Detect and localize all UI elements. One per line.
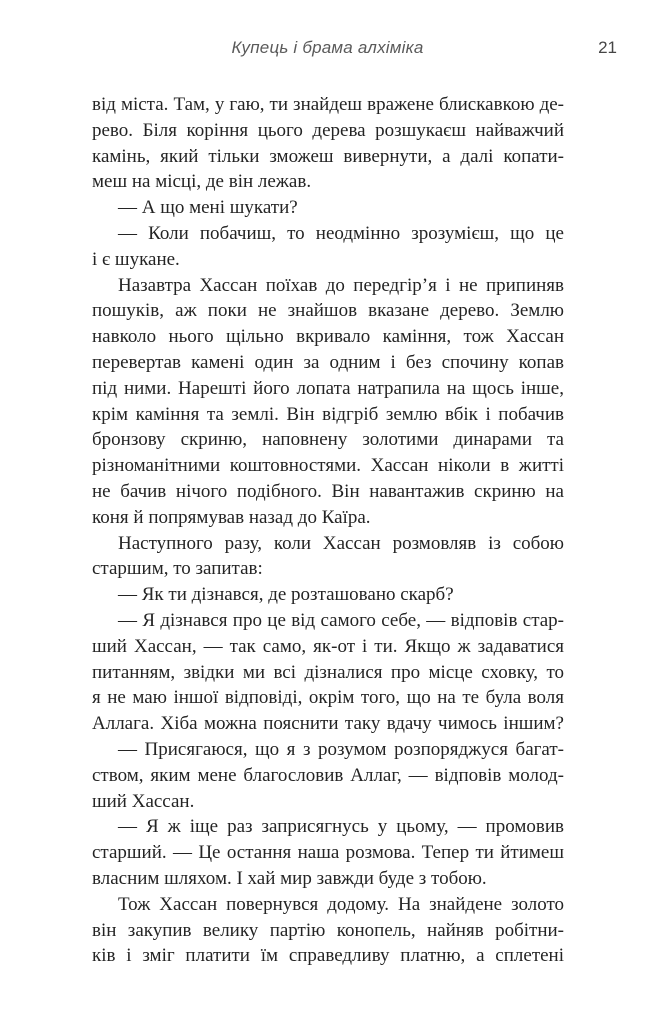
text-line: перевертав камені один за одним і без спочину копав — [92, 351, 564, 373]
text-line: — Як ти дізнався, де розташовано скарб? — [118, 584, 454, 606]
text-line: крім каміння та землі. Він відгріб землю вбік і побачив — [92, 403, 564, 425]
text-line: і є шукане. — [92, 248, 180, 270]
text-line: камінь, який тільки зможеш вивернути, а далі копати- — [92, 145, 564, 167]
text-line: Тож Хассан повернувся додому. На знайдене золото — [118, 893, 564, 915]
page-header — [0, 36, 655, 60]
text-line: меш на місці, де він лежав. — [92, 171, 312, 193]
page-number: 21 — [598, 38, 617, 57]
text-line: бронзову скриню, наповнену золотими динарами та — [92, 429, 564, 451]
text-line: пошуків, аж поки не знайшов вказане дерево. Землю — [92, 300, 564, 322]
text-line: навколо нього щільно вкривало каміння, тож Хассан — [92, 326, 564, 348]
text-line: Наступного разу, коли Хассан розмовляв із собою — [118, 532, 564, 554]
text-line: ків і зміг платити їм справедливу платню, а сплетені — [92, 945, 564, 967]
text-line: — Я ж іще раз заприсягнусь у цьому, — промовив — [118, 816, 564, 838]
text-line: рево. Біля коріння цього дерева розшукаєш найважчий — [92, 119, 564, 141]
text-line: — А що мені шукати? — [118, 197, 298, 219]
text-line: я не маю іншої відповіді, окрім того, що на те була воля — [92, 687, 564, 709]
text-line: коня й попрямував назад до Каїра. — [92, 506, 371, 528]
text-line: — Я дізнався про це від самого себе, — відповів стар- — [118, 609, 564, 631]
text-line: — Коли побачиш, то неодмінно зрозумієш, що це — [118, 222, 564, 244]
text-line: від міста. Там, у гаю, ти знайдеш вражене блискавкою де- — [92, 94, 564, 115]
text-line: старший. — Це остання наша розмова. Тепер ти йтимеш — [92, 842, 564, 864]
page-body-text — [92, 92, 564, 969]
text-line: питанням, звідки ми всі дізналися про місце сховку, то — [92, 661, 564, 683]
text-line: ший Хассан, — так само, як-от і ти. Якщо ж задаватися — [92, 635, 564, 657]
running-title: Купець і брама алхіміка — [231, 38, 424, 57]
text-line: старшим, то запитав: — [92, 558, 263, 580]
text-line: Аллага. Хіба можна пояснити таку вдачу чимось іншим? — [92, 713, 564, 735]
text-line: — Присягаюся, що я з розумом розпоряджуся багат- — [118, 738, 564, 760]
text-line: різноманітними коштовностями. Хассан ніколи в житті — [92, 455, 564, 477]
text-line: Назавтра Хассан поїхав до передгір’я і не припиняв — [118, 274, 564, 296]
text-line: ством, яким мене благословив Аллаг, — відповів молод- — [92, 764, 564, 786]
text-line: власним шляхом. І хай мир завжди буде з тобою. — [92, 867, 487, 889]
text-line: не бачив нічого подібного. Він навантажив скриню на — [92, 480, 564, 502]
text-line: під ними. Нарешті його лопата натрапила на щось інше, — [92, 377, 564, 399]
text-line: ший Хассан. — [92, 790, 195, 812]
text-line: він закупив велику партію конопель, найняв робітни- — [92, 919, 564, 941]
